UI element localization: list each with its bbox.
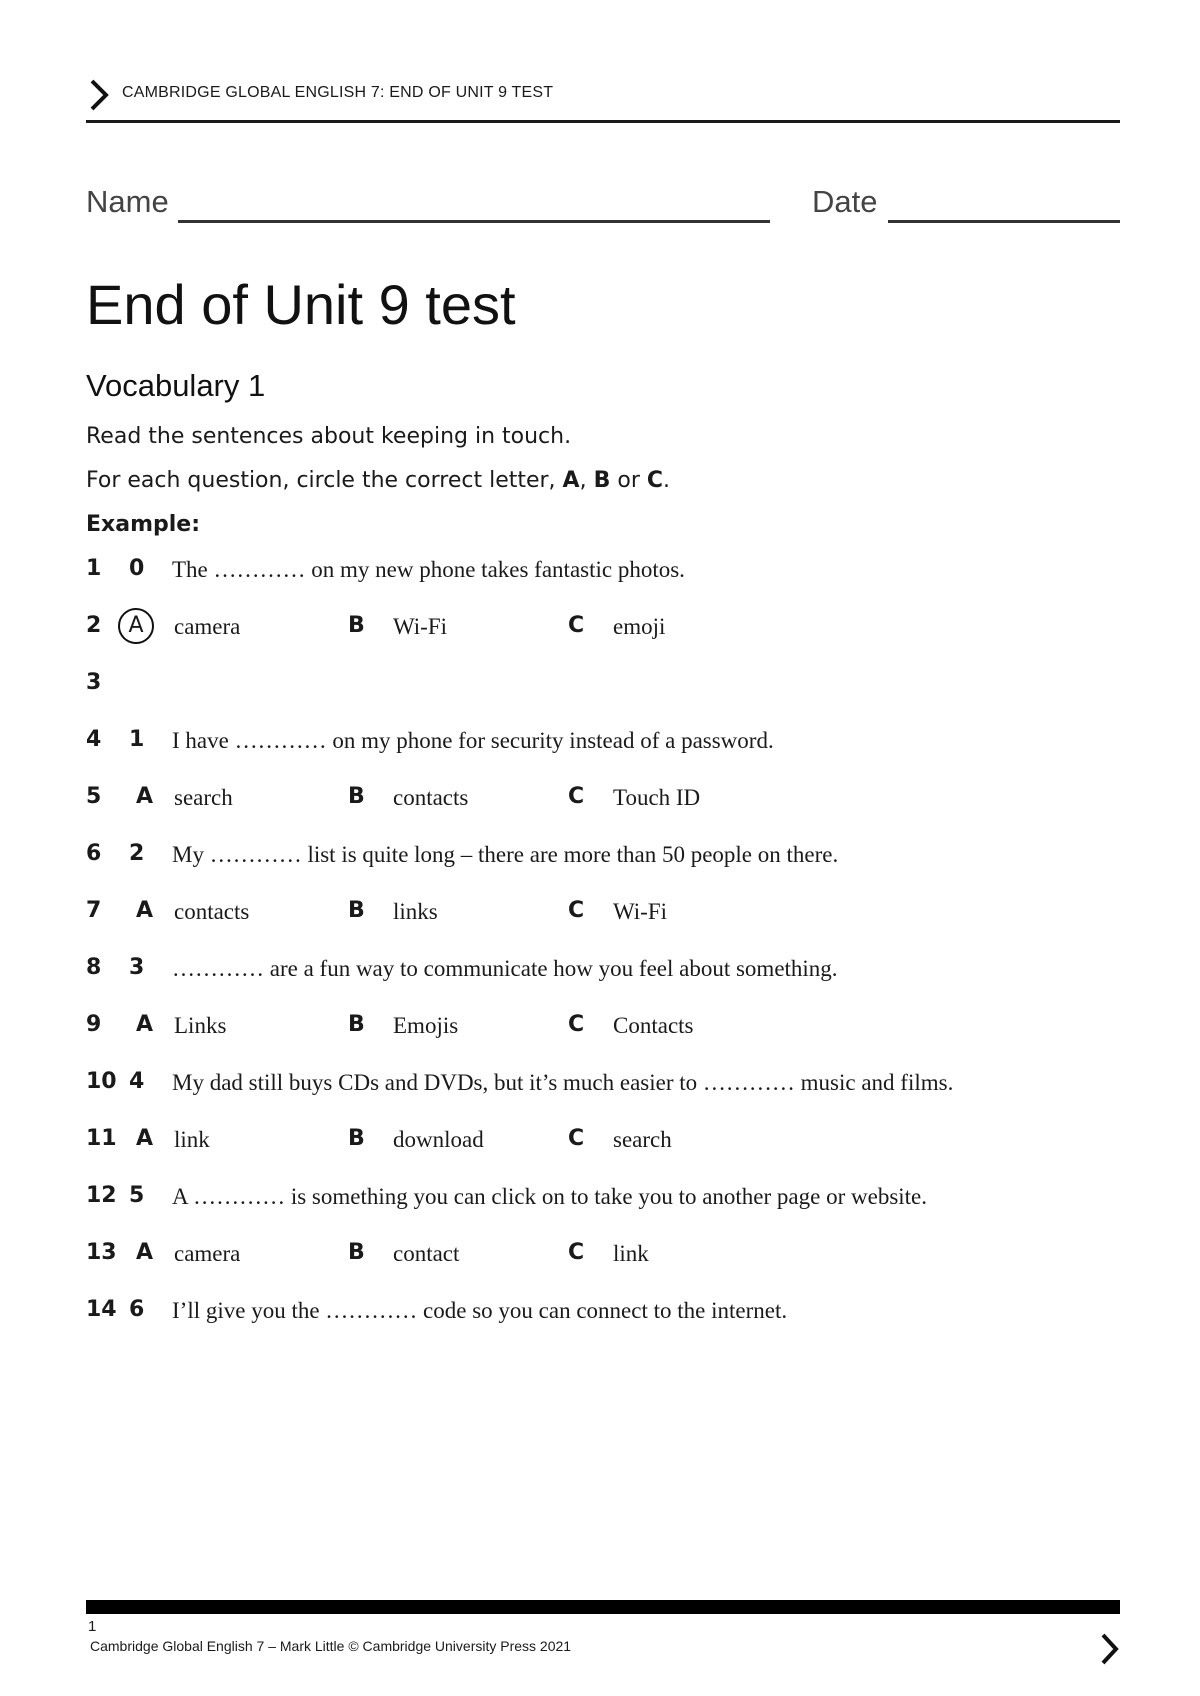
- option-c-text[interactable]: Wi-Fi: [613, 899, 668, 924]
- option-a-text[interactable]: camera: [174, 1241, 241, 1266]
- option-c-letter[interactable]: C: [568, 1012, 585, 1037]
- section-heading: Vocabulary 1: [86, 368, 266, 403]
- options-row: [86, 613, 1120, 653]
- line-number: 7: [86, 898, 102, 923]
- name-date-row: [86, 184, 1120, 226]
- option-c-letter[interactable]: C: [568, 898, 585, 923]
- question-text: I’ll give you the ………… code so you can connect to the internet.: [172, 1298, 788, 1323]
- page-header: [86, 76, 1120, 123]
- line-number: 6: [86, 841, 102, 866]
- question-number: 6: [129, 1297, 145, 1322]
- line-number: 11: [86, 1126, 117, 1151]
- option-c-text[interactable]: emoji: [613, 614, 666, 639]
- option-a-letter[interactable]: A: [136, 1012, 154, 1037]
- option-a-text[interactable]: link: [174, 1127, 210, 1152]
- chevron-right-icon: [86, 78, 112, 112]
- question-number: 1: [129, 727, 145, 752]
- option-b-letter[interactable]: B: [348, 1012, 365, 1037]
- date-label: Date: [812, 184, 878, 219]
- question-row: [86, 1069, 1120, 1109]
- options-row: [86, 784, 1120, 824]
- option-a-text[interactable]: contacts: [174, 899, 250, 924]
- separator: or: [610, 468, 647, 493]
- question-number: 4: [129, 1069, 145, 1094]
- option-c-letter[interactable]: C: [568, 784, 585, 809]
- question-row: [86, 841, 1120, 881]
- question-row: [86, 955, 1120, 995]
- date-field[interactable]: [888, 220, 1120, 223]
- header-text: CAMBRIDGE GLOBAL ENGLISH 7: END OF UNIT 9 TEST: [122, 84, 554, 101]
- footer-bar: [86, 1600, 1120, 1614]
- separator: ,: [579, 468, 594, 493]
- option-c-text[interactable]: link: [613, 1241, 649, 1266]
- option-a-letter[interactable]: A: [136, 898, 154, 923]
- option-b-text[interactable]: Wi-Fi: [393, 614, 448, 639]
- options-row: [86, 898, 1120, 938]
- question-text: I have ………… on my phone for security instead of a password.: [172, 728, 774, 753]
- options-row: [86, 1240, 1120, 1280]
- chevron-right-icon[interactable]: [1098, 1632, 1120, 1666]
- question-number: 0: [129, 556, 145, 581]
- question-row: [86, 1183, 1120, 1223]
- option-c-text[interactable]: Touch ID: [613, 785, 701, 810]
- option-a-letter[interactable]: A: [136, 784, 154, 809]
- option-b-text[interactable]: contacts: [393, 785, 469, 810]
- option-b-text[interactable]: download: [393, 1127, 484, 1152]
- line-number: 8: [86, 955, 102, 980]
- question-text: ………… are a fun way to communicate how you feel about something.: [172, 956, 838, 981]
- option-a-text[interactable]: search: [174, 785, 233, 810]
- question-text: My dad still buys CDs and DVDs, but it’s much easier to ………… music and films.: [172, 1070, 954, 1095]
- option-c-letter[interactable]: C: [568, 1126, 585, 1151]
- option-b-text[interactable]: links: [393, 899, 438, 924]
- question-number: 5: [129, 1183, 145, 1208]
- blank-row: [86, 670, 1120, 710]
- question-row: [86, 1297, 1120, 1337]
- option-b-text[interactable]: Emojis: [393, 1013, 459, 1038]
- line-number: 12: [86, 1183, 117, 1208]
- letter-a: A: [562, 468, 580, 493]
- line-number: 2: [86, 613, 102, 638]
- line-number: 13: [86, 1240, 117, 1265]
- question-number: 3: [129, 955, 145, 980]
- option-b-letter[interactable]: B: [348, 1240, 365, 1265]
- option-c-letter[interactable]: C: [568, 1240, 585, 1265]
- line-number: 9: [86, 1012, 102, 1037]
- line-number: 5: [86, 784, 102, 809]
- option-c-text[interactable]: Contacts: [613, 1013, 694, 1038]
- footer-copyright: Cambridge Global English 7 – Mark Little © Cambridge University Press 2021: [90, 1638, 572, 1654]
- line-number: 3: [86, 670, 102, 695]
- option-a-circled[interactable]: A: [118, 608, 154, 644]
- line-number: 4: [86, 727, 102, 752]
- options-row: [86, 1012, 1120, 1052]
- option-a-letter[interactable]: A: [136, 1126, 154, 1151]
- page-number: 1: [88, 1618, 97, 1635]
- option-a-letter[interactable]: A: [136, 1240, 154, 1265]
- instruction-line-1: Read the sentences about keeping in touch.: [86, 424, 572, 449]
- question-row: [86, 556, 1120, 596]
- option-c-text[interactable]: search: [613, 1127, 672, 1152]
- question-text: A ………… is something you can click on to take you to another page or website.: [172, 1184, 928, 1209]
- full-stop: .: [663, 468, 671, 493]
- option-b-letter[interactable]: B: [348, 613, 365, 638]
- options-row: [86, 1126, 1120, 1166]
- page-title: End of Unit 9 test: [86, 273, 516, 336]
- option-c-letter[interactable]: C: [568, 613, 585, 638]
- line-number: 10: [86, 1069, 117, 1094]
- question-number: 2: [129, 841, 145, 866]
- example-label: Example:: [86, 512, 200, 537]
- option-b-letter[interactable]: B: [348, 898, 365, 923]
- option-a-text[interactable]: Links: [174, 1013, 227, 1038]
- name-field[interactable]: [178, 220, 770, 223]
- letter-b: B: [593, 468, 611, 493]
- line-number: 14: [86, 1297, 117, 1322]
- option-b-letter[interactable]: B: [348, 1126, 365, 1151]
- option-b-letter[interactable]: B: [348, 784, 365, 809]
- name-label: Name: [86, 184, 169, 219]
- option-a-text[interactable]: camera: [174, 614, 241, 639]
- question-text: My ………… list is quite long – there are more than 50 people on there.: [172, 842, 839, 867]
- instruction-text: For each question, circle the correct letter,: [86, 468, 563, 493]
- letter-c: C: [646, 468, 664, 493]
- option-b-text[interactable]: contact: [393, 1241, 460, 1266]
- question-text: The ………… on my new phone takes fantastic photos.: [172, 557, 685, 582]
- question-row: [86, 727, 1120, 767]
- instruction-line-2: [86, 468, 670, 493]
- line-number: 1: [86, 556, 102, 581]
